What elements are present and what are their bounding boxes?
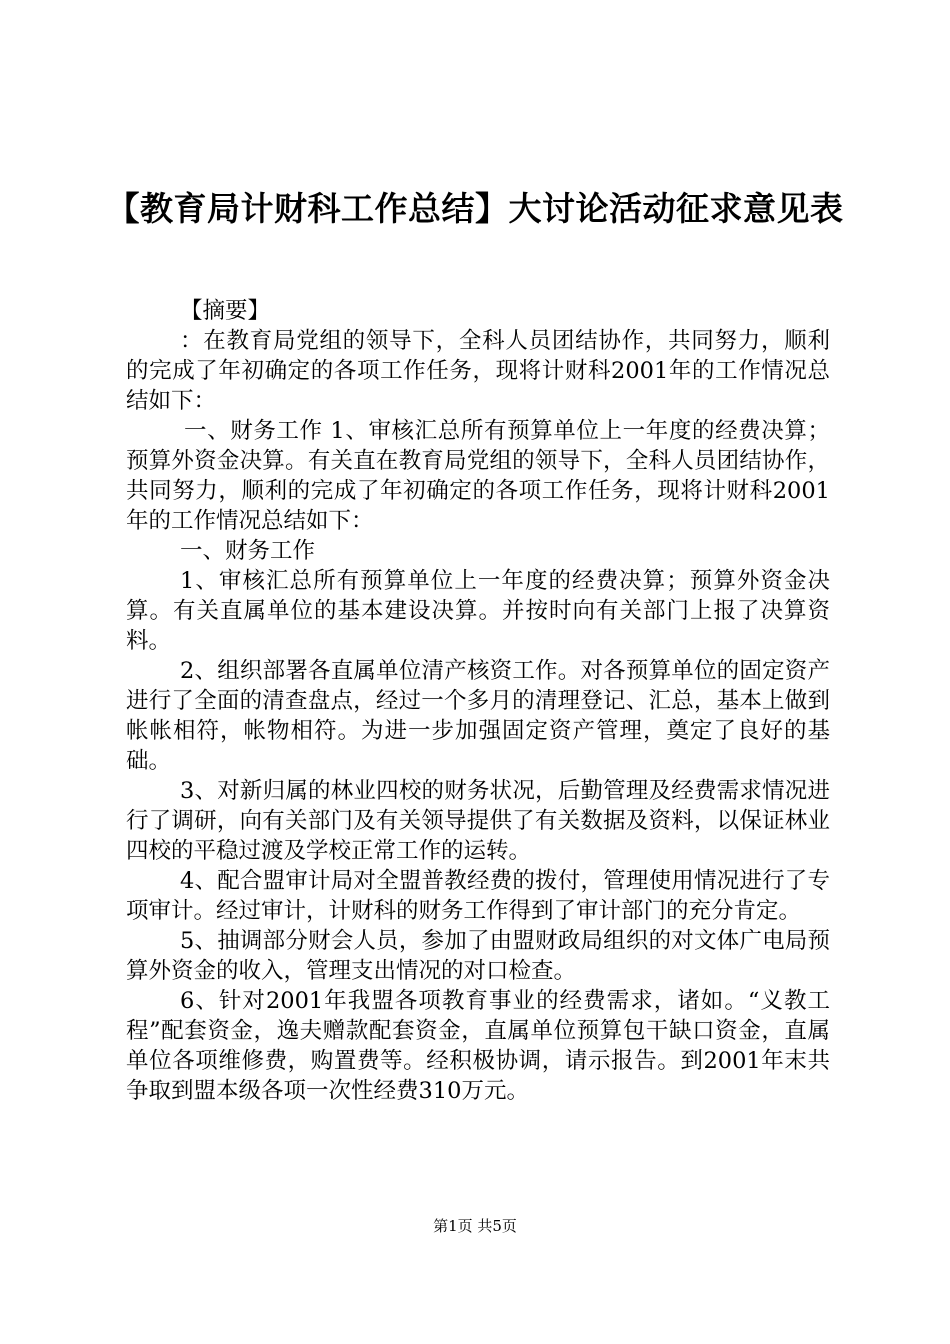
- paragraph-item-3: 3、对新归属的林业四校的财务状况，后勤管理及经费需求情况进行了调研，向有关部门及有关领导提供了有关数据及资料，以保证林业四校的平稳过渡及学校正常工作的运转。: [126, 778, 830, 864]
- paragraph-item-4: 4、配合盟审计局对全盟普教经费的拨付，管理使用情况进行了专项审计。经过审计，计财科的财务工作得到了审计部门的充分肯定。: [126, 868, 830, 924]
- page-footer: 第1页 共5页: [433, 1217, 517, 1235]
- paragraph-summary-repeat: 一、财务工作 1、审核汇总所有预算单位上一年度的经费决算；预算外资金决算。有关直在教育局党组的领导下，全科人员团结协作，共同努力，顺利的完成了年初确定的各项工作任务，现将计财科2001年的工作情况总结如下：: [126, 418, 830, 534]
- paragraph-item-6: 6、针对2001年我盟各项教育事业的经费需求，诸如。“义教工程”配套资金，逸夫赠款配套资金，直属单位预算包干缺口资金，直属单位各项维修费，购置费等。经积极协调，请示报告。到2001年末共争取到盟本级各项一次性经费310万元。: [126, 988, 830, 1104]
- paragraph-item-1: 1、审核汇总所有预算单位上一年度的经费决算；预算外资金决算。有关直属单位的基本建设决算。并按时向有关部门上报了决算资料。: [126, 568, 830, 654]
- paragraph-item-2: 2、组织部署各直属单位清产核资工作。对各预算单位的固定资产进行了全面的清查盘点，经过一个多月的清理登记、汇总，基本上做到帐帐相符，帐物相符。为进一步加强固定资产管理，奠定了良好的基础。: [126, 658, 830, 774]
- document-body: [126, 296, 830, 1106]
- paragraph-item-5: 5、抽调部分财会人员，参加了由盟财政局组织的对文体广电局预算外资金的收入，管理支出情况的对口检查。: [126, 928, 830, 984]
- abstract-label: 【摘要】: [180, 298, 271, 324]
- section-heading-finance: 一、财务工作: [180, 538, 316, 564]
- document-title: 【教育局计财科工作总结】大讨论活动征求意见表: [106, 189, 844, 228]
- paragraph-intro: ：在教育局党组的领导下，全科人员团结协作，共同努力，顺利的完成了年初确定的各项工作任务，现将计财科2001年的工作情况总结如下：: [126, 328, 830, 414]
